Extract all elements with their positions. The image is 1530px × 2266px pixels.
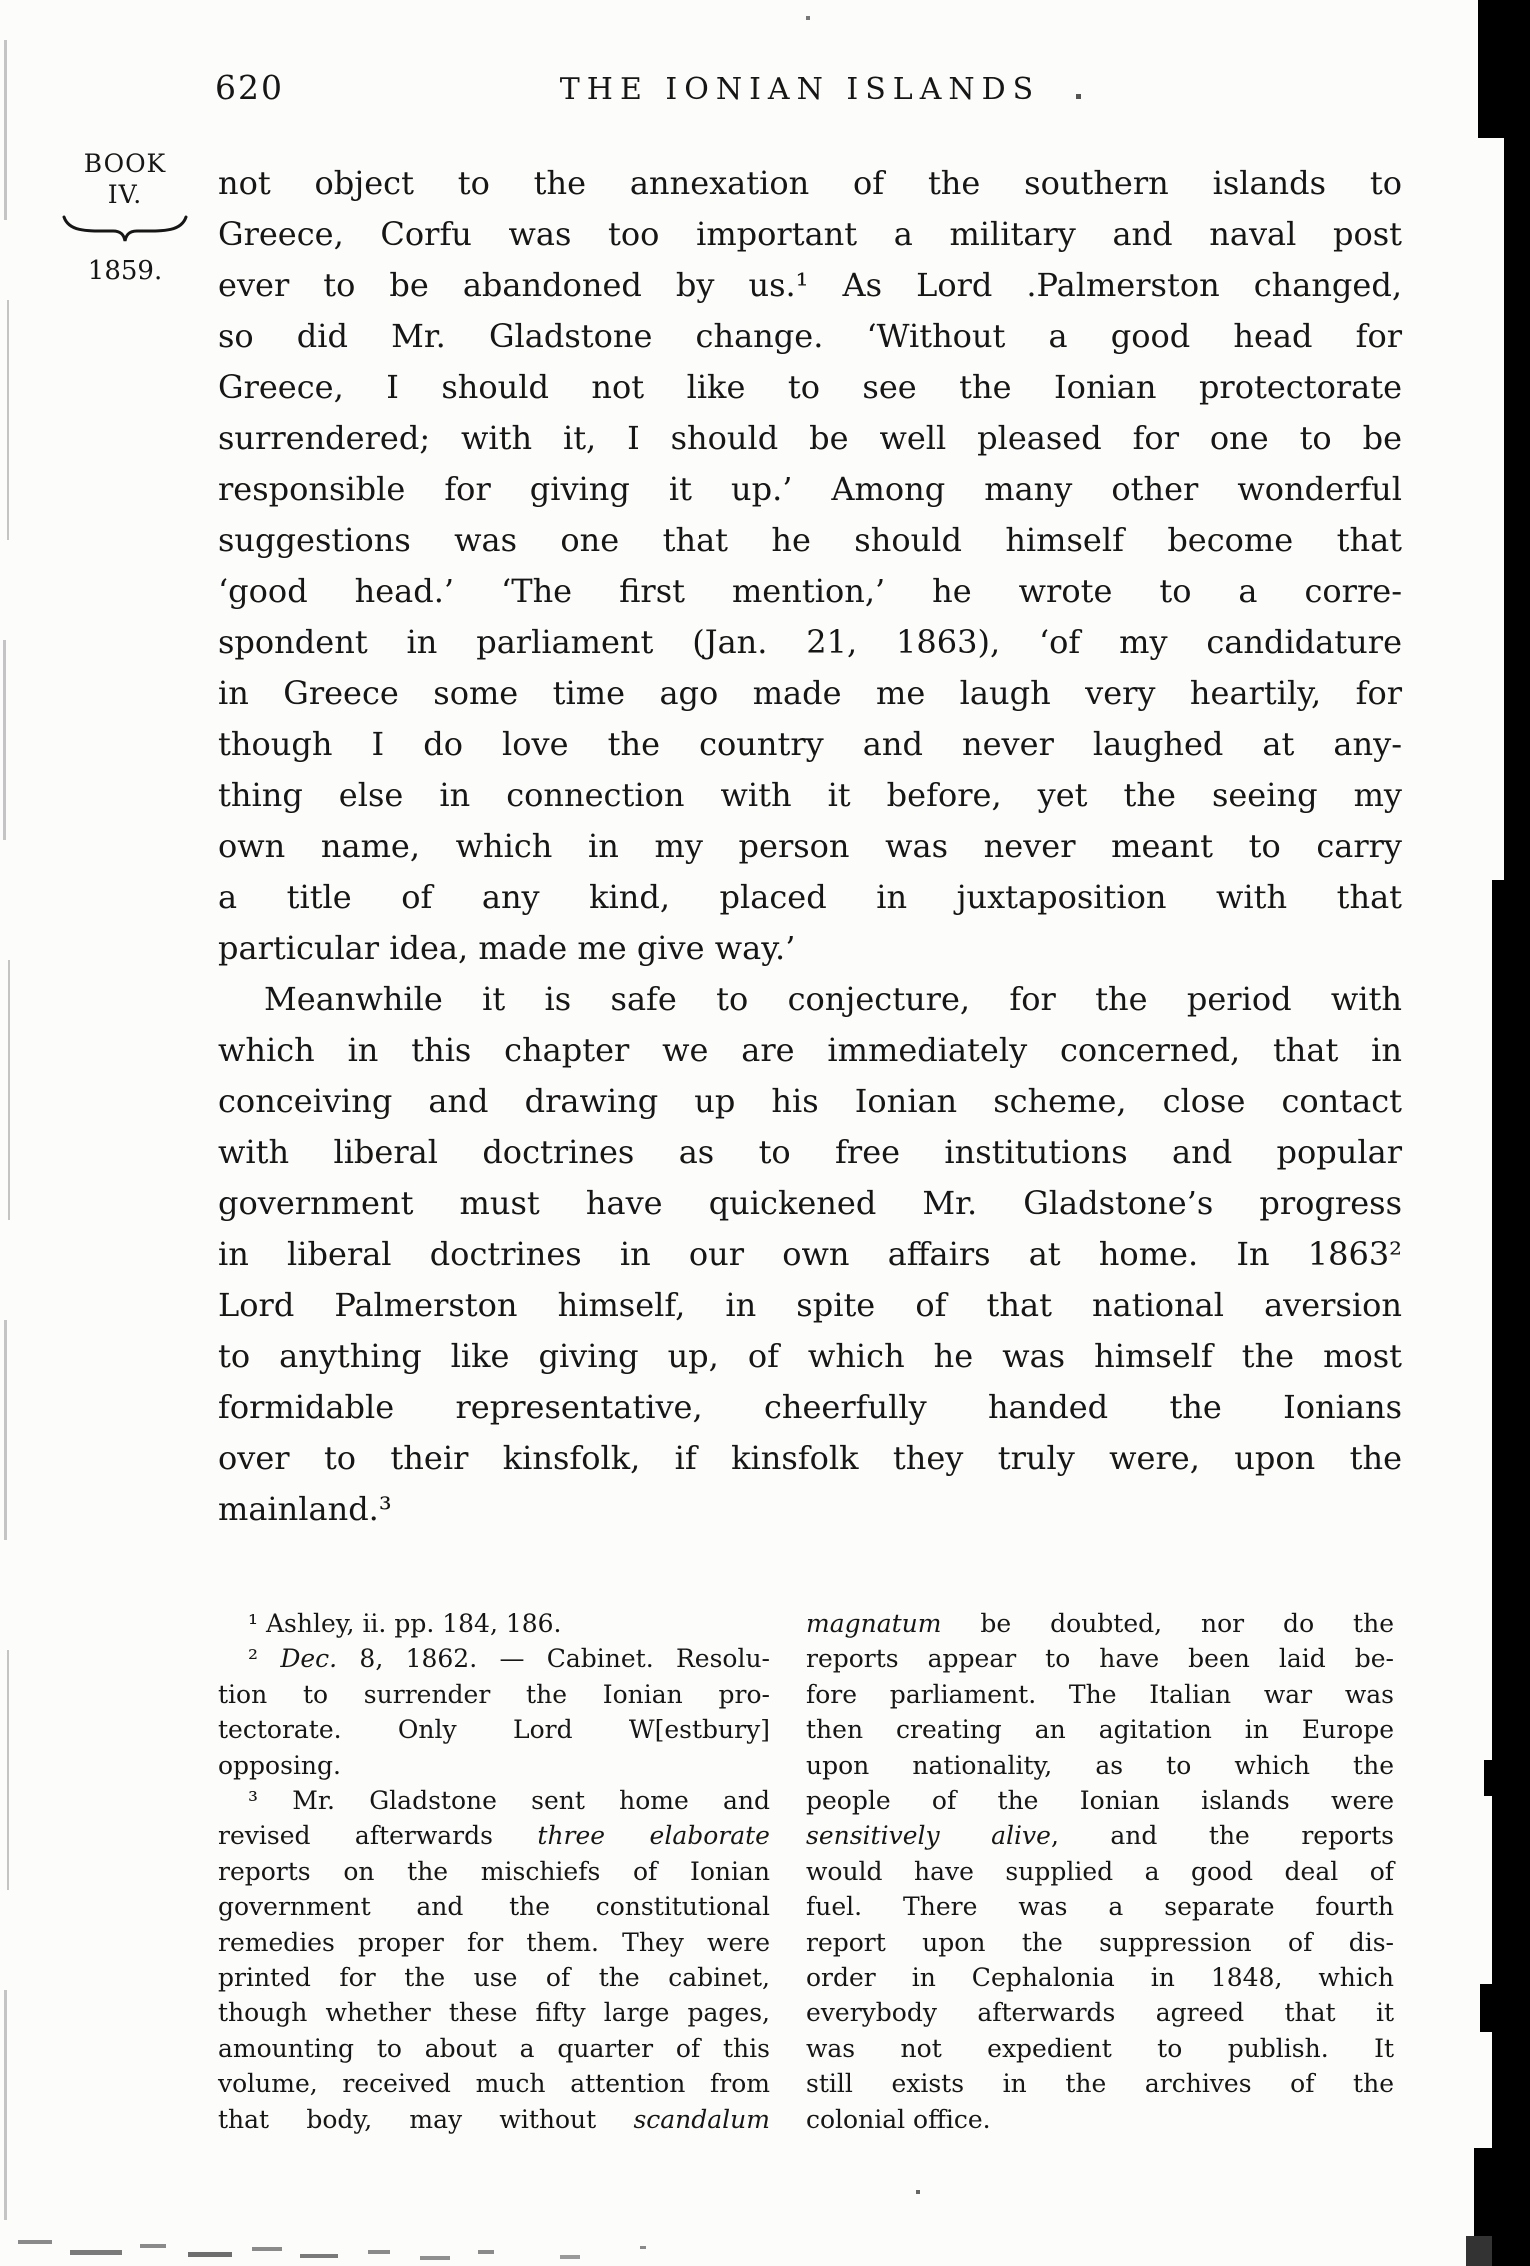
text-line: amounting to about a quarter of this xyxy=(218,2033,770,2063)
scan-bar-ragged-edge xyxy=(1480,1984,1492,2032)
text-line: so did Mr. Gladstone change. ‘Without a good head for xyxy=(218,317,1402,355)
text-line: though I do love the country and never laughed at any- xyxy=(218,725,1402,763)
text-line: which in this chapter we are immediately concerned, that in xyxy=(218,1031,1402,1069)
scan-speck xyxy=(1076,94,1081,99)
text-line: conceiving and drawing up his Ionian scheme, close contact xyxy=(218,1082,1402,1120)
text-line: fuel. There was a separate fourth xyxy=(806,1892,1394,1922)
text-line: over to their kinsfolk, if kinsfolk they truly were, upon the xyxy=(218,1439,1402,1477)
text-line: reports appear to have been laid be- xyxy=(806,1644,1394,1674)
margin-note xyxy=(52,148,198,286)
scan-edge-mark xyxy=(4,40,7,220)
text-line: Greece, Corfu was too important a military and naval post xyxy=(218,215,1402,253)
text-line: volume, received much attention from xyxy=(218,2069,770,2099)
scan-speck xyxy=(916,2190,920,2194)
scan-speck xyxy=(368,2250,390,2254)
scan-speck xyxy=(252,2247,282,2251)
text-line: government and the constitutional xyxy=(218,1892,770,1922)
text-line: tectorate. Only Lord W[estbury] xyxy=(218,1715,770,1745)
text-line: though whether these fifty large pages, xyxy=(218,1998,770,2028)
text-line: not object to the annexation of the southern islands to xyxy=(218,164,1402,202)
scan-bar-ragged-edge xyxy=(1484,1760,1492,1796)
text-line: responsible for giving it up.’ Among many other wonderful xyxy=(218,470,1402,508)
scan-speck xyxy=(806,16,810,20)
scan-speck xyxy=(560,2255,580,2259)
brace-icon xyxy=(59,212,191,246)
text-line: to anything like giving up, of which he was himself the most xyxy=(218,1337,1402,1375)
scan-edge-mark xyxy=(4,1990,7,2220)
book-numeral: IV. xyxy=(107,180,143,209)
text-line: remedies proper for them. They were xyxy=(218,1927,770,1957)
body-text xyxy=(218,158,1402,1535)
margin-year: 1859. xyxy=(87,256,163,286)
text-line: surrendered; with it, I should be well pleased for one to be xyxy=(218,419,1402,457)
text-line: magnatum be doubted, nor do the xyxy=(806,1609,1394,1638)
text-line: report upon the suppression of dis- xyxy=(806,1927,1394,1957)
text-line: printed for the use of the cabinet, xyxy=(218,1963,770,1993)
text-line: ever to be abandoned by us.¹ As Lord .Palmerston changed, xyxy=(218,266,1402,304)
scan-speck xyxy=(18,2240,52,2244)
text-line: a title of any kind, placed in juxtaposition with that xyxy=(218,878,1402,916)
text-line: order in Cephalonia in 1848, which xyxy=(806,1963,1394,1993)
text-line: in Greece some time ago made me laugh very heartily, for xyxy=(218,674,1402,712)
italic-text: magnatum xyxy=(806,1609,942,1638)
text-line: ² Dec. 8, 1862. — Cabinet. Resolu- xyxy=(248,1644,771,1674)
scan-bar-ragged-edge xyxy=(1466,2236,1492,2266)
scan-edge-mark xyxy=(7,300,9,540)
scan-speck xyxy=(140,2244,166,2248)
text-line: opposing. xyxy=(218,1750,341,1780)
text-line: revised afterwards three elaborate xyxy=(218,1821,770,1851)
scan-speck xyxy=(420,2256,450,2260)
text-line: in liberal doctrines in our own affairs at home. In 1863² xyxy=(218,1235,1402,1273)
text-line: colonial office. xyxy=(806,2104,991,2134)
italic-text: scandalum xyxy=(633,2104,770,2134)
scan-speck xyxy=(188,2252,232,2257)
text-line: then creating an agitation in Europe xyxy=(806,1715,1394,1745)
text-line: tion to surrender the Ionian pro- xyxy=(218,1679,770,1709)
text-line: own name, which in my person was never meant to carry xyxy=(218,827,1402,865)
scan-speck xyxy=(640,2246,646,2249)
text-line: government must have quickened Mr. Gladstone’s progress xyxy=(218,1184,1402,1222)
text-line: thing else in connection with it before, yet the seeing my xyxy=(218,776,1402,814)
scan-speck xyxy=(478,2250,494,2254)
text-line: upon nationality, as to which the xyxy=(806,1750,1394,1780)
text-line: that body, may without scandalum xyxy=(218,2104,770,2134)
scan-edge-mark xyxy=(8,960,10,1220)
scan-speck xyxy=(70,2250,122,2255)
scan-bar-middle xyxy=(1504,0,1530,892)
scan-bar-lower xyxy=(1492,880,1530,2266)
text-line: would have supplied a good deal of xyxy=(806,1856,1394,1886)
footnote-right-column xyxy=(806,1606,1394,2137)
scan-edge-mark xyxy=(4,1320,7,1540)
text-line: ‘good head.’ ‘The first mention,’ he wrote to a corre- xyxy=(218,572,1402,610)
text-line: still exists in the archives of the xyxy=(806,2069,1394,2099)
text-line: spondent in parliament (Jan. 21, 1863), ‘of my candidature xyxy=(218,623,1402,661)
scan-speck xyxy=(300,2254,338,2258)
text-line: reports on the mischiefs of Ionian xyxy=(218,1856,770,1886)
text-line: everybody afterwards agreed that it xyxy=(806,1998,1394,2028)
text-line: sensitively alive, and the reports xyxy=(806,1821,1394,1851)
text-line: ¹ Ashley, ii. pp. 184, 186. xyxy=(248,1609,562,1638)
text-line: particular idea, made me give way.’ xyxy=(218,929,796,967)
text-line: Meanwhile it is safe to conjecture, for the period with xyxy=(264,980,1402,1018)
text-line: Lord Palmerston himself, in spite of that national aversion xyxy=(218,1286,1402,1324)
text-line: mainland.³ xyxy=(218,1490,392,1528)
text-line: with liberal doctrines as to free institutions and popular xyxy=(218,1133,1402,1171)
book-label: BOOK xyxy=(83,149,167,178)
text-line: suggestions was one that he should himself become that xyxy=(218,521,1402,559)
footnote-left-column xyxy=(218,1606,770,2137)
scan-edge-mark xyxy=(3,640,6,840)
running-title: THE IONIAN ISLANDS xyxy=(559,72,1041,107)
italic-text: Dec. xyxy=(280,1644,338,1674)
text-line: ³ Mr. Gladstone sent home and xyxy=(248,1786,770,1816)
scan-edge-mark xyxy=(7,1650,9,1890)
text-line: people of the Ionian islands were xyxy=(806,1786,1394,1816)
italic-text: three elaborate xyxy=(537,1821,770,1851)
margin-book-label xyxy=(52,148,198,210)
text-line: fore parliament. The Italian war was xyxy=(806,1679,1394,1709)
text-line: formidable representative, cheerfully handed the Ionians xyxy=(218,1388,1402,1426)
page-number: 620 xyxy=(215,68,284,107)
text-line: was not expedient to publish. It xyxy=(806,2033,1394,2063)
italic-text: sensitively alive xyxy=(806,1821,1051,1851)
text-line: Greece, I should not like to see the Ionian protectorate xyxy=(218,368,1402,406)
